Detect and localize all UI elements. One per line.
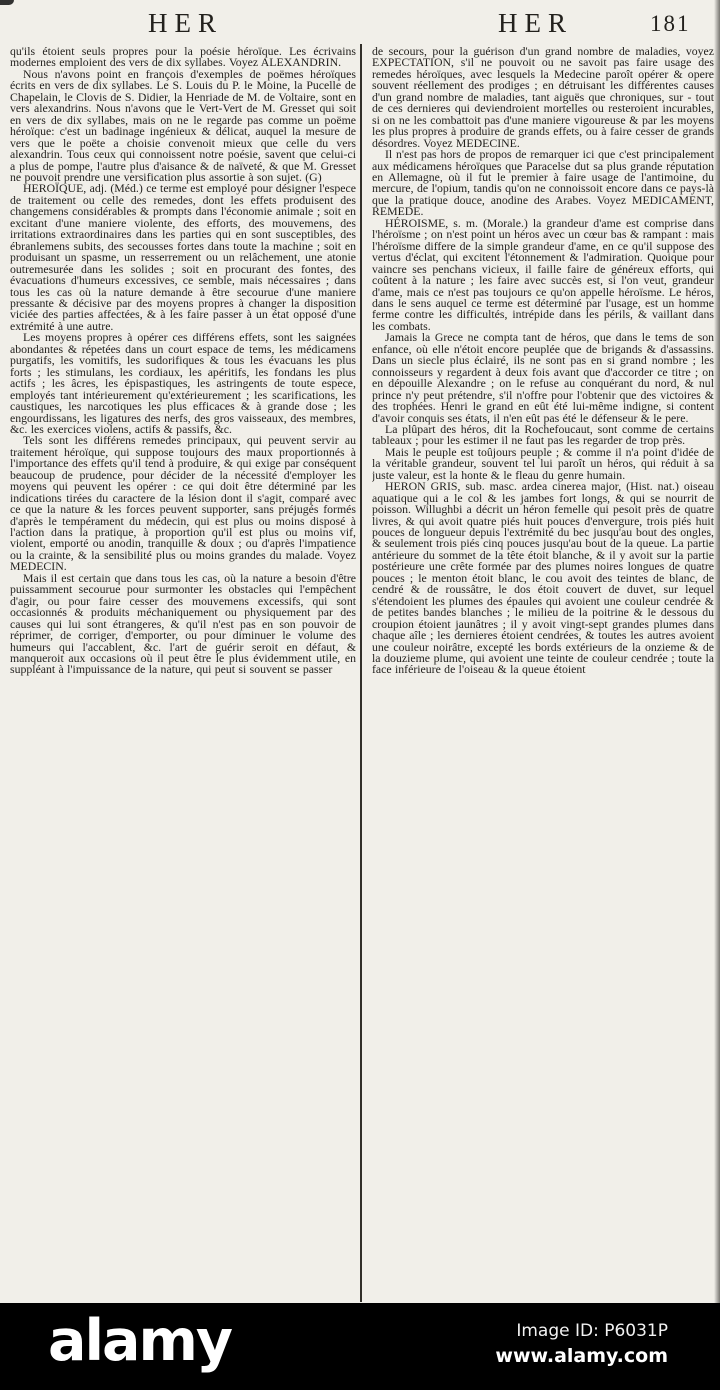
paragraph: qu'ils étoient seuls propres pour la poésie héroïque. Les écrivains modernes emploient des vers de dix syllabes. Voyez ALEXANDRIN. <box>10 46 356 70</box>
running-title-left: HER <box>148 8 223 38</box>
paragraph: Il n'est pas hors de propos de remarquer ici que c'est principalement aux médicamens héroïques que Paracelse dut sa plus grande réputation en Allemagne, où il fut le premier à faire usage de l'antimoine, du mercure, de l'opium, tandis qu'on ne connoissoit encore dans ce pays-là que la pratique douce, anodine des Arabes. Voyez MEDICAMENT, REMEDE. <box>372 147 714 219</box>
paragraph: HEROÏQUE, adj. (Méd.) ce terme est employé pour désigner l'espece de traitement ou celle des remedes, dont les effets produisent des changemens considérables & prompts dans l'économie animale ; soit en excitant d'une maniere violente, des efforts, des mouvemens, des irritations extraordinaires dans les parties qui en sont susceptibles, des ébranlemens subits, des secousses fortes dans toute la machine ; soit en produisant un spasme, un resserrement ou un relâchement, une atonie outremesurée dans les solides ; soit en procurant des fontes, des évacuations d'humeurs excessives, ce semble, mais nécessaires ; dans tous les cas où la nature demande à être secourue d'une maniere pressante & décisive par des moyens propres à changer la disposition viciée des parties affectées, & à les faire passer à un état opposé d'une extrémité à une autre. <box>10 181 356 333</box>
text-column-right <box>372 46 714 1302</box>
paragraph: Les moyens propres à opérer ces différens effets, sont les saignées abondantes & répetées dans un court espace de tems, les médicamens purgatifs, les vomitifs, les sudorifiques & tous les évacuans les plus forts ; les stimulans, les cordiaux, les apéritifs, les fondans les plus actifs ; les âcres, les épispastiques, les astringents de toute espece, employés tant intérieurement qu'extérieurement ; les scarifications, les caustiques, les narcotiques les plus efficaces & à grande dose ; les engourdissans, les ligatures des nerfs, des gros vaisseaux, des membres, &c. les exercices violens, actifs & passifs, &c. <box>10 330 356 436</box>
column-divider-rule <box>360 44 362 1302</box>
paragraph: HERON GRIS, sub. masc. ardea cinerea major, (Hist. nat.) oiseau aquatique qui a le col & les jambes fort longs, & qui se nourrit de poisson. Willughbi a décrit un héron femelle qui pesoit près de quatre livres, & qui avoit quatre piés huit pouces d'envergure, trois piés huit pouces de longueur depuis l'extrémité du bec jusqu'au bout des ongles, & seulement trois piés cinq pouces jusqu'au bout de la queue. La partie antérieure du sommet de la tête étoit blanche, & il y avoit sur la partie postérieure une crête formée par des plumes noires longues de quatre pouces ; le menton étoit blanc, le cou avoit des teintes de blanc, de cendré & de roussâtre, le dos étoit couvert de duvet, sur lequel s'étendoient les plumes des épaules qui avoient une couleur cendrée & de petites bandes blanches ; le milieu de la poitrine & le dessous du croupion étoient jaunâtres ; il y avoit vingt-sept grandes plumes dans chaque aîle ; les dernieres étoient cendrées, & toutes les autres avoient une couleur noirâtre, excepté les bords extérieurs de la onzieme & de la douzieme plume, qui avoient une teinte de couleur cendrée ; toute la face inférieure de l'oiseau & la queue étoient <box>372 479 714 677</box>
text-column-left <box>10 46 356 1302</box>
paragraph: La plûpart des héros, dit la Rochefoucaut, sont comme de certains tableaux ; pour les estimer il ne faut pas les regarder de trop près. <box>372 421 714 448</box>
paragraph: Tels sont les différens remedes principaux, qui peuvent servir au traitement héroïque, qui suppose toujours des maux proportionnés à l'importance des effets qu'il tend à produire, & qui exige par conséquent beaucoup de prudence, pour décider de la nécessité d'employer les moyens qui peuvent les opérer : ce qui doit être déterminé par les indications tirées du caractere de la lésion dont il s'agit, comparé avec ce que la nature & les forces peuvent supporter, sans préjugés formés d'après le tempérament du médecin, qui est plus ou moins disposé à l'action dans la pratique, à proportion qu'il est plus ou moins vif, violent, emporté ou anodin, tranquille & doux ; ou d'après l'impatience ou la crainte, & la sensibilité plus ou moins grandes du malade. Voyez MEDECIN. <box>10 433 356 574</box>
running-title-right: HER <box>498 8 573 38</box>
website-text: www.alamy.com <box>495 1345 668 1367</box>
paragraph: Mais le peuple est toûjours peuple ; & comme il n'a point d'idée de la véritable grandeur, souvent tel lui paroît un héros, qui réduit à sa juste valeur, est la honte & le fleau du genre humain. <box>372 444 714 482</box>
paragraph: Jamais la Grece ne compta tant de héros, que dans le tems de son enfance, où elle n'étoit encore peuplée que de brigands & d'assassins. Dans un siecle plus éclairé, ils ne sont pas en si grand nombre ; les connoisseurs y regardent à deux fois avant que d'accorder ce titre ; on en dépouille Alexandre ; on le refuse au conquérant du nord, & nul prince n'y peut prétendre, s'il n'offre pour l'obtenir que des victoires & des trophées. Henri le grand en eût été lui-même indigne, si content d'avoir conquis ses états, il n'en eût pas été le défenseur & le pere. <box>372 330 714 425</box>
image-id-text: Image ID: P6031P <box>516 1321 668 1341</box>
page-header <box>0 8 720 44</box>
paragraph: Mais il est certain que dans tous les cas, où la nature a besoin d'être puissamment secourue pour surmonter les obstacles qui l'empêchent d'agir, ou pour faire cesser des mouvemens excessifs, qui sont occasionnés & produits méchaniquement ou physiquement par des causes qui lui sont étrangeres, & qu'il n'est pas en son pouvoir de réprimer, de corriger, d'emporter, ou pour diminuer le volume des humeurs qui l'accablent, &c. l'art de guérir seroit en défaut, & manqueroit aux occasions où il peut être le plus évidemment utile, en suppléant à l'impuissance de la nature, qui peut si souvent se passer <box>10 570 356 677</box>
paragraph: de secours, pour la guérison d'un grand nombre de maladies, voyez EXPECTATION, s'il ne pouvoit ou ne savoit pas faire usage des remedes héroïques, avec lesquels la Medecine paroît opérer & opere souvent réellement des prodiges ; en détruisant les différentes causes d'un grand nombre de maladies, tant aiguës que chroniques, sur - tout de ces dernieres qui deviendroient mortelles ou resteroient incurables, si on ne les combattoit pas d'une maniere vigoureuse & par les moyens les plus propres à produire de grands effets, ou à faire cesser de grands désordres. Voyez MEDECINE. <box>372 46 714 150</box>
page-number: 181 <box>650 11 691 36</box>
paragraph: Nous n'avons point en françois d'exemples de poëmes héroïques écrits en vers de dix syllabes. Le S. Louis du P. le Moine, la Pucelle de Chapelain, le Clovis de S. Didier, la Henriade de M. de Voltaire, sont en vers alexandrins. Nous n'avons que le Vert-Vert de M. Gresset qui soit en vers de dix syllabes, mais on ne le regarde pas comme un poëme héroïque: c'est un badinage ingénieux & délicat, auquel la mesure de vers que le poëte a choisie convenoit mieux que celle du vers alexandrin. Tous ceux qui connoissent notre poésie, savent que celui-ci a plus de pompe, l'autre plus d'aisance & de naïveté, & que M. Gresset ne pouvoit prendre une versification plus assortie à son sujet. (G) <box>10 66 356 184</box>
paragraph: HÉROISME, s. m. (Morale.) la grandeur d'ame est comprise dans l'héroïsme ; on n'est point un héros avec un cœur bas & rampant : mais l'héroïsme differe de la simple grandeur d'ame, en ce qu'il suppose des vertus d'éclat, qui excitent l'étonnement & l'admiration. Quoique pour vaincre ses penchans vicieux, il faille faire de généreux efforts, qui coûtent à la nature ; les faire avec succès est, si l'on veut, grandeur d'ame, mais ce n'est pas toujours ce qu'on appelle héroïsme. Le héros, dans le sens auquel ce terme est déterminé par l'usage, est un homme ferme contre les difficultés, intrépide dans les périls, & vaillant dans les combats. <box>372 215 714 333</box>
alamy-watermark-bar <box>0 1303 720 1390</box>
alamy-logo: alamy <box>48 1308 232 1374</box>
footer-info <box>495 1319 668 1369</box>
